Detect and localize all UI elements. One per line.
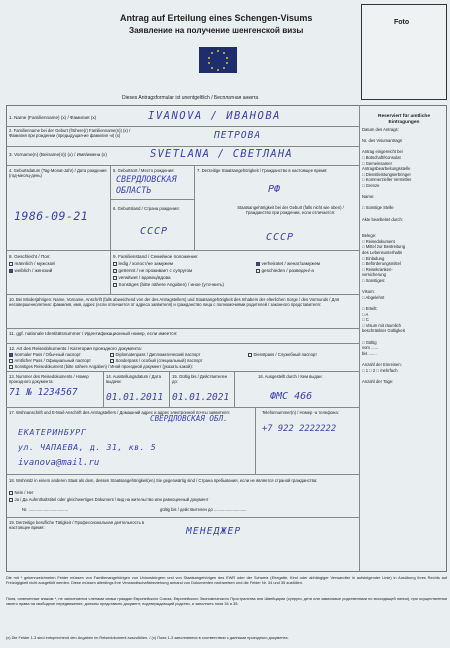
- form-title-de: Antrag auf Erteilung eines Schengen-Visums: [120, 13, 313, 23]
- sidebar-line: □ Abgelehnt: [362, 294, 385, 300]
- sidebar-line: Datum des Antrags:: [362, 127, 399, 132]
- field-17-email[interactable]: ivanova@mail.ru: [18, 458, 100, 468]
- field-6-value[interactable]: СССР: [140, 226, 169, 237]
- field-2-label: 2. Familienname bei der Geburt (frühere(r) Familienname(n)) (x) / Фамилия при рождении (предыдущая-ие фамилия -и) (x): [9, 128, 131, 138]
- field-9-option-separated[interactable]: getrennt / не проживает с супругом: [113, 268, 192, 273]
- field-7-value[interactable]: РФ: [268, 184, 281, 195]
- sidebar-line: des Lebensunterhalts: [362, 250, 403, 256]
- footer-note-de: Die mit * gekennzeichneten Felder müssen von Familienangehörigen von Unionsbürgern und von Staatsangehörigen des EWR oder der Schweiz (Ehegatte, Kind oder abhängiger Verwandter in aufsteigender Linie) in Ausübung ihres Rechts auf Freizügigkeit nicht ausgefüllt werden. Diese müssen allerdings ihre Verwandtschaftsbeziehung anhand von Dokumenten nachweisen und die Felder Nr. 34 und 35 ausfüllen.: [6, 575, 447, 585]
- field-7-label: 7. Derzeitige Staatsangehörigkeit / Гражданство в настоящее время:: [197, 168, 328, 173]
- sidebar-line: Anzahl der Tage:: [362, 378, 394, 384]
- field-6-label: 6. Geburtsland / Страна рождения:: [113, 206, 180, 211]
- field-17-address-line2[interactable]: ЕКАТЕРИНБУРГ: [18, 427, 87, 437]
- field-18-option-no[interactable]: Nein / Нет: [9, 490, 34, 495]
- field-12-label: 12. Art des Reisedokuments / Категория проездного документа:: [9, 346, 142, 351]
- reserved-heading: Reserviert für amtliche Eintragungen: [378, 114, 430, 125]
- sidebar-line: Belege:: [362, 233, 377, 239]
- field-18-valid[interactable]: gültig bis / действителен до ............................: [160, 507, 247, 512]
- sidebar-line: □ C: [362, 317, 369, 323]
- sidebar-line: □ Kommerzieller Vermittler: [362, 177, 412, 183]
- checkbox-residence-no[interactable]: [9, 491, 13, 495]
- field-3-label: 3. Vorname(n) (Beiname(n)) (x) / Имя/имена (x): [9, 152, 107, 157]
- field-19-value[interactable]: МЕНЕДЖЕР: [186, 526, 242, 537]
- field-11-label: 11. ggf. nationale Identitätsnummer / Идентификационный номер, если имеется:: [9, 331, 178, 336]
- field-10-label: 10. Bei Minderjährigen: Name, Vorname, Anschrift (falls abweichend von der des Antragstellers) und Staatsangehörigkeit des Inhabers der elterlichen Sorge / des Vormunds / Для несовершеннолетних: фамилия, имя, адрес (если отличается от адреса заявителя) и гражданство лица с полномочиями родителей / законного представителя:: [9, 297, 340, 307]
- checkbox-married[interactable]: [256, 262, 260, 266]
- field-16-label: 16. Ausgestellt durch / Кем выдан:: [258, 374, 323, 379]
- field-18-option-yes[interactable]: Ja / Да Aufenthaltstitel oder gleichwertiges Dokument / вид на жительство или равноценный документ: [9, 497, 208, 502]
- field-17-address-line1[interactable]: СВЕРДЛОВСКАЯ ОБЛ.: [150, 414, 228, 423]
- field-17-tel-label: Telefonnummer(n) / Номер -а телефона:: [262, 410, 339, 415]
- field-9-option-widowed[interactable]: verwitwet / вдовец/вдова: [113, 275, 171, 280]
- field-12-option-diplomatic[interactable]: Diplomatenpass / Дипломатический паспорт: [110, 352, 200, 357]
- footer-note-ru: Поля, отмеченные знаком *, не заполняются членами семьи граждан Европейского Союза, Европейского Экономического Пространства или Швейцарии (супруги, дети или зависимые родственники по восходящей линии), при осуществлении своего права на свободное передвижение, должны представить документ, подтверждающий родство, и заполнить поля 34 и 35.: [6, 596, 447, 606]
- checkbox-special-passport[interactable]: [110, 359, 114, 363]
- sidebar-line: □ Botschaft/Konsulat: [362, 154, 401, 160]
- eu-flag-icon: [199, 47, 237, 73]
- field-9-option-single[interactable]: ledig / холост/не замужем: [113, 261, 173, 266]
- sidebar-line: □ Einladung: [362, 255, 385, 261]
- sidebar-line: Akte bearbeitet durch:: [362, 216, 403, 222]
- field-14-label: 14. Ausstellungsdatum / Дата выдачи:: [106, 374, 161, 384]
- sidebar-line: □ Gemeinsamer: [362, 160, 392, 166]
- field-18-nr[interactable]: Nr. ..................................: [22, 507, 69, 512]
- sidebar-line: □ Mittel zur Bestreitung: [362, 244, 406, 250]
- footer-note-fields: (x) Die Felder 1-3 sind entsprechend den Angaben im Reisedokument auszufüllen. / (x) Поля 1-3 заполняются в соответствии с данными проездного документа.: [6, 635, 289, 640]
- field-8-option-female[interactable]: weiblich / женский: [9, 268, 52, 273]
- form-title-ru: Заявление на получение шенгенской визы: [129, 26, 304, 35]
- field-12-option-special[interactable]: Sonderpass / особый (специальный) паспорт: [110, 358, 203, 363]
- field-17-tel-value[interactable]: +7 922 2222222: [262, 424, 337, 434]
- field-7-birth-label: Staatsangehörigkeit bei der Geburt (falls nicht wie oben) / Гражданство при рождении, если отличается:: [237, 205, 344, 215]
- reserved-sidebar: [362, 127, 446, 384]
- sidebar-line: versicherung: [362, 272, 386, 278]
- sidebar-line: □ Reisedokument: [362, 238, 395, 244]
- sidebar-line: □ Sonstige Stelle: [362, 205, 394, 211]
- field-2-value[interactable]: ПЕТРОВА: [214, 130, 262, 141]
- field-1-value[interactable]: IVANOVA / ИВАНОВА: [148, 110, 281, 122]
- field-12-option-official[interactable]: Amtlicher Pass / Официальный паспорт: [9, 358, 91, 363]
- sidebar-line: □ Sonstiges:: [362, 278, 386, 284]
- sidebar-line: beschränkter Gültigkeit: [362, 328, 405, 334]
- field-17-address-line3[interactable]: ул. ЧАПАЕВА, д. 31, кв. 5: [18, 442, 157, 452]
- sidebar-line: Anzahl der Einreisen:: [362, 361, 402, 367]
- checkbox-other-document[interactable]: [9, 365, 13, 369]
- photo-label: Foto: [394, 19, 410, 26]
- field-9-option-married[interactable]: verheiratet / женат/замужем: [256, 261, 320, 266]
- field-7-birth-value[interactable]: СССР: [266, 232, 295, 243]
- field-18-label: 18. Wohnsitz in einem anderen Staat als dem, dessen Staatsangehörigkeit(en) Sie gegenwärtig sind / Страна пребывания, если не является страной гражданства:: [9, 478, 318, 483]
- sidebar-line: □ Erteilt:: [362, 306, 378, 311]
- field-4-value[interactable]: 1986-09-21: [14, 209, 89, 223]
- checkbox-divorced[interactable]: [256, 269, 260, 273]
- field-13-value[interactable]: 71 № 1234567: [9, 387, 78, 398]
- field-12-option-normal[interactable]: Normaler Pass / Обычный паспорт: [9, 352, 81, 357]
- field-15-label: 15. Gültig bis / Действителен до:: [172, 374, 228, 384]
- sidebar-line: Antrag eingereicht bei: [362, 149, 403, 155]
- checkbox-official-passport[interactable]: [9, 359, 13, 363]
- photo-box: [361, 4, 447, 100]
- sidebar-line: □ Reisekranken-: [362, 266, 393, 272]
- sidebar-line: □ A: [362, 311, 369, 317]
- sidebar-line: bis .......: [362, 350, 377, 356]
- sidebar-line: Nr. des Visumantrags: [362, 138, 402, 144]
- field-9-option-other[interactable]: Sonstiges (bitte nähere Angaben) / иное (уточнить): [113, 282, 224, 287]
- sidebar-line: □ 1 □ 2 □ mehrfach: [362, 367, 398, 373]
- checkbox-other-status[interactable]: [113, 283, 117, 287]
- checkbox-male[interactable]: [9, 262, 13, 266]
- checkbox-female[interactable]: [9, 269, 13, 273]
- field-9-label: 9. Familienstand / Семейное положение:: [113, 254, 199, 259]
- field-9-option-divorced[interactable]: geschieden / разведен/-а: [256, 268, 314, 273]
- field-3-value[interactable]: SVETLANA / СВЕТЛАНА: [150, 148, 293, 160]
- field-5-value[interactable]: СВЕРДЛОВСКАЯ ОБЛАСТЬ: [116, 174, 177, 195]
- checkbox-normal-passport[interactable]: [9, 353, 13, 357]
- free-form-note: Dieses Antragsformular ist unentgeltlich / Бесплатная анкета: [122, 95, 259, 101]
- field-12-option-other[interactable]: Sonstiges Reisedokument (bitte nähere Angaben) / Иной проездной документ (указать какой):: [9, 364, 193, 369]
- field-5-label: 5. Geburtsort / Место рождения:: [113, 168, 175, 173]
- sidebar-line: Name:: [362, 194, 375, 200]
- field-14-value[interactable]: 01.01.2011: [106, 392, 164, 403]
- sidebar-line: □ Grenze: [362, 182, 380, 188]
- checkbox-separated[interactable]: [113, 269, 117, 273]
- sidebar-line: vom ......: [362, 345, 379, 351]
- sidebar-line: □ Visum mit räumlich: [362, 322, 401, 328]
- checkbox-residence-yes[interactable]: [9, 498, 13, 502]
- sidebar-line: □ Gültig: [362, 339, 377, 345]
- field-15-value[interactable]: 01.01.2021: [172, 392, 230, 403]
- field-19-label: 19. Derzeitige berufliche Tätigkeit / Профессиональная деятельность в настоящее время:: [9, 520, 145, 530]
- sidebar-line: □ Beförderungsmittel: [362, 261, 401, 267]
- field-1-label: 1. Name (Familienname) (x) / Фамилия (x): [9, 115, 97, 120]
- sidebar-line: Antragsbearbeitungsstelle: [362, 166, 411, 172]
- field-8-label: 8. Geschlecht / Пол:: [9, 254, 51, 259]
- checkbox-widowed[interactable]: [113, 276, 117, 280]
- field-12-option-service[interactable]: Dienstpass / Служебный паспорт: [248, 352, 317, 357]
- field-13-label: 13. Nummer des Reisedokuments / Номер проездного документа:: [9, 374, 89, 384]
- field-4-label: 4. Geburtsdatum (Tag-Monat-Jahr) / Дата рождения (год-месяц-день): [9, 168, 107, 178]
- checkbox-diplomatic-passport[interactable]: [110, 353, 114, 357]
- field-17-label: 17. Wohnanschrift und E-Mail-Anschrift des Antragstellers / Домашний адрес и адрес электронной почты заявителя:: [9, 410, 230, 415]
- field-16-value[interactable]: ФМС 466: [270, 391, 313, 402]
- checkbox-single[interactable]: [113, 262, 117, 266]
- field-8-option-male[interactable]: männlich / мужской: [9, 261, 55, 266]
- sidebar-line: □ Dienstleistungserbringer: [362, 171, 411, 177]
- checkbox-service-passport[interactable]: [248, 353, 252, 357]
- sidebar-line: Visum:: [362, 289, 375, 295]
